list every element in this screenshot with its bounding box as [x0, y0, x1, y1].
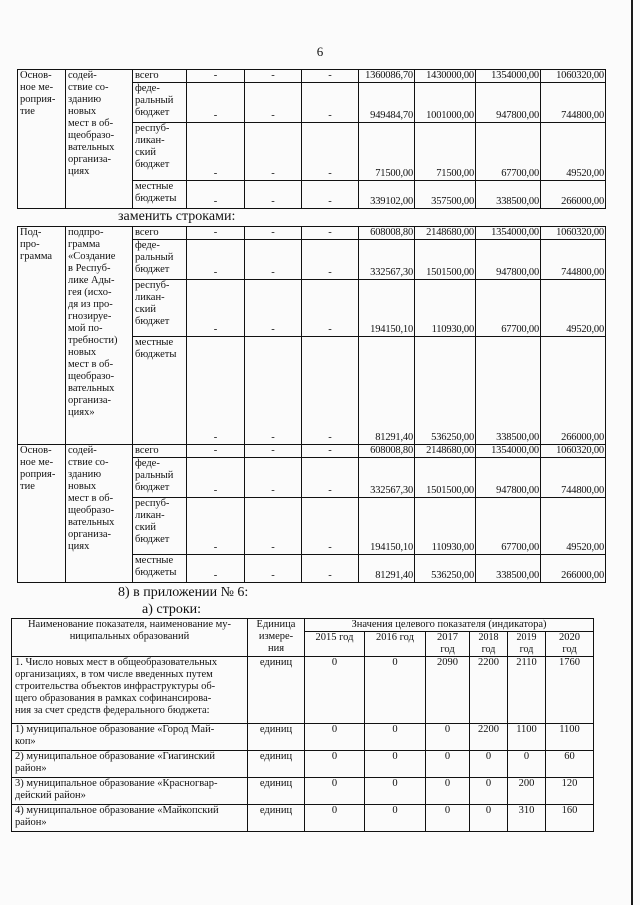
funding-source-cell: респуб- ликан- ский бюджет — [133, 498, 187, 555]
funding-source-cell: феде- ральный бюджет — [133, 458, 187, 498]
amount-cell: 67700,00 — [476, 498, 541, 555]
dash-cell: - — [245, 83, 302, 123]
indicator-name-cell: 2) муниципальное образование «Гиагинский район» — [12, 751, 248, 778]
value-cell: 120 — [546, 778, 594, 805]
table-header-row — [12, 619, 594, 632]
dash-cell: - — [245, 445, 302, 458]
amount-cell: 71500,00 — [359, 123, 415, 181]
amount-cell: 1060320,00 — [541, 70, 606, 83]
amount-cell: 1354000,00 — [476, 227, 541, 240]
amount-cell: 71500,00 — [415, 123, 476, 181]
indicator-name-cell: 4) муниципальное образование «Майкопский район» — [12, 805, 248, 832]
unit-cell: единиц — [248, 657, 305, 724]
unit-cell: единиц — [248, 778, 305, 805]
dash-cell: - — [302, 123, 359, 181]
amount-cell: 110930,00 — [415, 498, 476, 555]
value-cell: 0 — [305, 657, 365, 724]
amount-cell: 49520,00 — [541, 280, 606, 337]
amount-cell: 536250,00 — [415, 555, 476, 583]
amount-cell: 67700,00 — [476, 280, 541, 337]
amount-cell: 266000,00 — [541, 555, 606, 583]
year-header: 2017 год — [426, 632, 470, 657]
value-cell: 2090 — [426, 657, 470, 724]
dash-cell: - — [245, 227, 302, 240]
value-cell: 0 — [426, 805, 470, 832]
year-header: 2018 год — [470, 632, 508, 657]
dash-cell: - — [187, 280, 245, 337]
dash-cell: - — [302, 498, 359, 555]
table-row — [12, 657, 594, 724]
funding-source-cell: местные бюджеты — [133, 337, 187, 445]
dash-cell: - — [302, 70, 359, 83]
value-cell: 60 — [546, 751, 594, 778]
amount-cell: 49520,00 — [541, 498, 606, 555]
dash-cell: - — [187, 445, 245, 458]
year-header: 2020 год — [546, 632, 594, 657]
dash-cell: - — [187, 240, 245, 280]
amount-cell: 357500,00 — [415, 181, 476, 209]
dash-cell: - — [187, 227, 245, 240]
measure-name-cell: содей- ствие со- зданию новых мест в об- щеобразо- вательных организа- циях — [66, 70, 133, 209]
amount-cell: 339102,00 — [359, 181, 415, 209]
value-cell: 0 — [470, 778, 508, 805]
value-cell: 0 — [305, 724, 365, 751]
amount-cell: 1060320,00 — [541, 445, 606, 458]
amount-cell: 81291,40 — [359, 555, 415, 583]
value-cell: 1100 — [546, 724, 594, 751]
year-header: 2019 год — [508, 632, 546, 657]
year-header: 2015 год — [305, 632, 365, 657]
dash-cell: - — [302, 458, 359, 498]
funding-source-cell: всего — [133, 227, 187, 240]
funding-source-cell: феде- ральный бюджет — [133, 240, 187, 280]
funding-source-cell: всего — [133, 70, 187, 83]
value-cell: 310 — [508, 805, 546, 832]
dash-cell: - — [245, 555, 302, 583]
page-number: 6 — [316, 44, 324, 59]
measure-name-cell: содей- ствие со- зданию новых мест в об- щеобразо- вательных организа- циях — [66, 445, 133, 583]
amount-cell: 49520,00 — [541, 123, 606, 181]
amount-cell: 744800,00 — [541, 458, 606, 498]
value-cell: 0 — [305, 778, 365, 805]
value-cell: 0 — [470, 751, 508, 778]
amount-cell: 338500,00 — [476, 337, 541, 445]
subprogram-type-cell: Под- про- грамма — [18, 227, 66, 445]
unit-cell: единиц — [248, 724, 305, 751]
dash-cell: - — [245, 123, 302, 181]
dash-cell: - — [245, 337, 302, 445]
finance-table-original — [17, 69, 606, 209]
funding-source-cell: респуб- ликан- ский бюджет — [133, 123, 187, 181]
amount-cell: 1501500,00 — [415, 240, 476, 280]
table-row — [18, 227, 606, 240]
funding-source-cell: респуб- ликан- ский бюджет — [133, 280, 187, 337]
unit-cell: единиц — [248, 751, 305, 778]
amount-cell: 2148680,00 — [415, 445, 476, 458]
value-cell: 0 — [426, 724, 470, 751]
unit-cell: единиц — [248, 805, 305, 832]
amount-cell: 608008,80 — [359, 445, 415, 458]
value-cell: 0 — [365, 657, 426, 724]
indicator-table — [11, 618, 594, 832]
dash-cell: - — [187, 83, 245, 123]
values-header: Значения целевого показателя (индикатора) — [305, 619, 594, 632]
year-header: 2016 год — [365, 632, 426, 657]
amount-cell: 1354000,00 — [476, 70, 541, 83]
amount-cell: 194150,10 — [359, 498, 415, 555]
indicator-name-cell: 3) муниципальное образование «Красногвар- дейский район» — [12, 778, 248, 805]
dash-cell: - — [302, 280, 359, 337]
table-row — [12, 778, 594, 805]
amount-cell: 266000,00 — [541, 337, 606, 445]
funding-source-cell: местные бюджеты — [133, 555, 187, 583]
amount-cell: 67700,00 — [476, 123, 541, 181]
amount-cell: 744800,00 — [541, 240, 606, 280]
amount-cell: 81291,40 — [359, 337, 415, 445]
amount-cell: 608008,80 — [359, 227, 415, 240]
value-cell: 0 — [365, 751, 426, 778]
value-cell: 1100 — [508, 724, 546, 751]
amount-cell: 536250,00 — [415, 337, 476, 445]
finance-table-replacement — [17, 226, 606, 583]
amount-cell: 194150,10 — [359, 280, 415, 337]
measure-type-cell: Основ- ное ме- роприя- тие — [18, 445, 66, 583]
amount-cell: 110930,00 — [415, 280, 476, 337]
value-cell: 0 — [426, 751, 470, 778]
dash-cell: - — [302, 445, 359, 458]
amount-cell: 947800,00 — [476, 240, 541, 280]
dash-cell: - — [187, 555, 245, 583]
amount-cell: 949484,70 — [359, 83, 415, 123]
dash-cell: - — [302, 555, 359, 583]
value-cell: 2110 — [508, 657, 546, 724]
measure-type-cell: Основ- ное ме- роприя- тие — [18, 70, 66, 209]
rows-heading: а) строки: — [142, 602, 202, 617]
dash-cell: - — [245, 70, 302, 83]
indicator-name-header: Наименование показателя, наименование му- ниципальных образований — [12, 619, 248, 657]
amount-cell: 1501500,00 — [415, 458, 476, 498]
dash-cell: - — [187, 458, 245, 498]
value-cell: 160 — [546, 805, 594, 832]
value-cell: 0 — [305, 805, 365, 832]
amount-cell: 2148680,00 — [415, 227, 476, 240]
table-row — [18, 70, 606, 83]
value-cell: 2200 — [470, 724, 508, 751]
value-cell: 2200 — [470, 657, 508, 724]
value-cell: 0 — [305, 751, 365, 778]
table-row — [12, 751, 594, 778]
amount-cell: 338500,00 — [476, 181, 541, 209]
unit-header: Единица измере- ния — [248, 619, 305, 657]
table-row — [12, 805, 594, 832]
amount-cell: 338500,00 — [476, 555, 541, 583]
funding-source-cell: местные бюджеты — [133, 181, 187, 209]
amount-cell: 1360086,70 — [359, 70, 415, 83]
replace-heading: заменить строками: — [118, 209, 236, 224]
dash-cell: - — [187, 123, 245, 181]
dash-cell: - — [187, 498, 245, 555]
page-edge-line — [631, 0, 633, 905]
indicator-name-cell: 1. Число новых мест в общеобразовательных организациях, в том числе введенных путем строительства объектов инфраструктуры об- щего образования в рамках софинансирова- ния за счет средств федерального бюджета: — [12, 657, 248, 724]
dash-cell: - — [245, 280, 302, 337]
subprogram-name-cell: подпро- грамма «Создание в Респуб- лике Ады- гея (исхо- дя из про- гнозируе- мой по- требности) новых мест в об- щеобразо- вательных организа- циях» — [66, 227, 133, 445]
amount-cell: 1060320,00 — [541, 227, 606, 240]
amount-cell: 947800,00 — [476, 458, 541, 498]
dash-cell: - — [187, 70, 245, 83]
value-cell: 200 — [508, 778, 546, 805]
appendix-heading: 8) в приложении № 6: — [118, 585, 249, 600]
value-cell: 0 — [470, 805, 508, 832]
dash-cell: - — [302, 240, 359, 280]
amount-cell: 332567,30 — [359, 240, 415, 280]
value-cell: 0 — [365, 805, 426, 832]
amount-cell: 1430000,00 — [415, 70, 476, 83]
dash-cell: - — [187, 337, 245, 445]
value-cell: 1760 — [546, 657, 594, 724]
amount-cell: 947800,00 — [476, 83, 541, 123]
dash-cell: - — [302, 337, 359, 445]
value-cell: 0 — [365, 778, 426, 805]
funding-source-cell: всего — [133, 445, 187, 458]
dash-cell: - — [245, 498, 302, 555]
amount-cell: 332567,30 — [359, 458, 415, 498]
value-cell: 0 — [508, 751, 546, 778]
table-row — [12, 724, 594, 751]
dash-cell: - — [302, 227, 359, 240]
amount-cell: 266000,00 — [541, 181, 606, 209]
dash-cell: - — [245, 458, 302, 498]
dash-cell: - — [302, 83, 359, 123]
amount-cell: 744800,00 — [541, 83, 606, 123]
dash-cell: - — [245, 240, 302, 280]
table-row — [18, 445, 606, 458]
value-cell: 0 — [426, 778, 470, 805]
funding-source-cell: феде- ральный бюджет — [133, 83, 187, 123]
amount-cell: 1354000,00 — [476, 445, 541, 458]
dash-cell: - — [302, 181, 359, 209]
dash-cell: - — [245, 181, 302, 209]
amount-cell: 1001000,00 — [415, 83, 476, 123]
indicator-name-cell: 1) муниципальное образование «Город Май- коп» — [12, 724, 248, 751]
value-cell: 0 — [365, 724, 426, 751]
dash-cell: - — [187, 181, 245, 209]
